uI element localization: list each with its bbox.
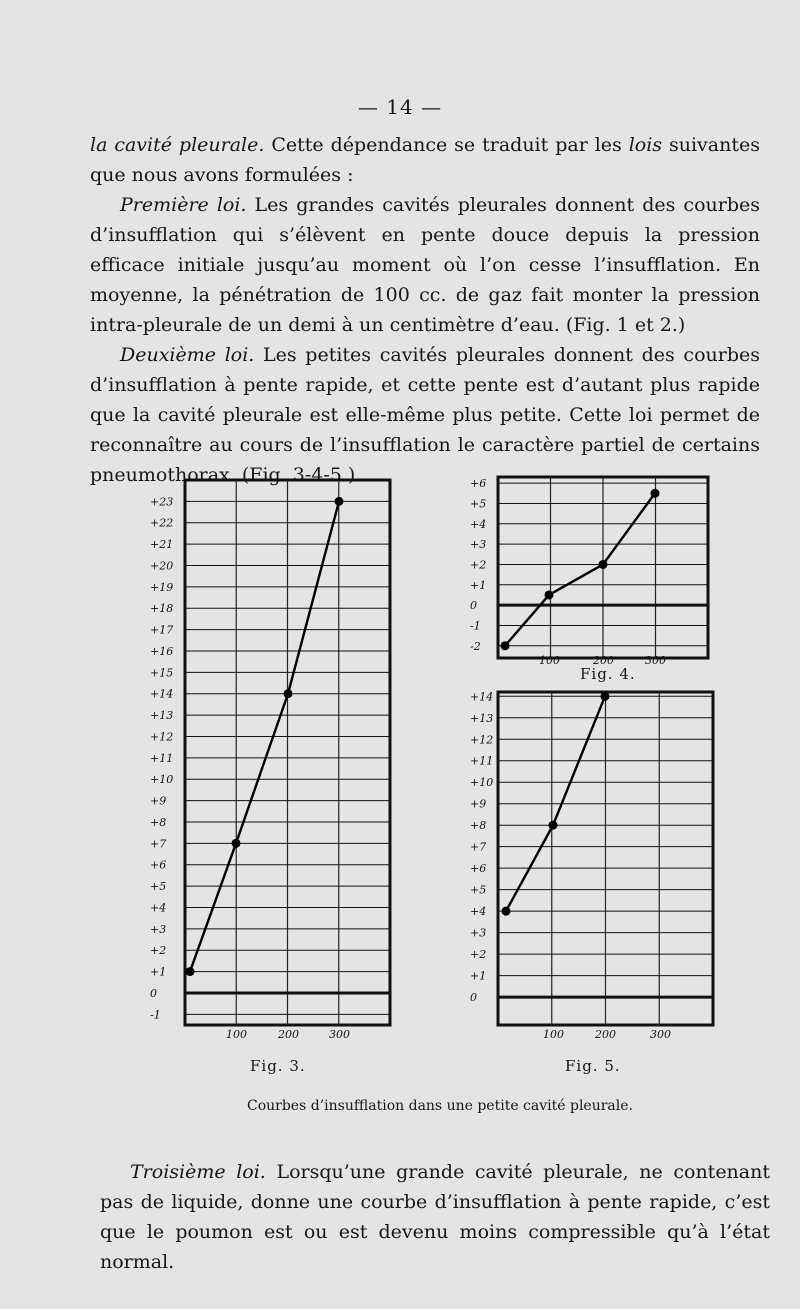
chart3-x-tick: 200 [278, 1028, 299, 1041]
chart5-y-tick: +10 [470, 776, 494, 790]
chart3-y-tick: +14 [150, 687, 174, 701]
paragraph-text: Cette dépendance se traduit par les [264, 134, 629, 156]
chart3-data-point [284, 689, 293, 698]
chart5-y-tick: +2 [470, 948, 487, 962]
chart3-y-tick: +19 [150, 580, 174, 594]
chart3-y-tick: +10 [150, 773, 174, 787]
page-number: — 14 — [357, 95, 443, 119]
chart4-data-point [651, 489, 660, 498]
chart3-y-tick: +5 [150, 880, 167, 894]
chart3-y-tick: +11 [150, 751, 174, 765]
chart4-series-line [505, 493, 655, 646]
chart5-x-tick: 200 [595, 1028, 616, 1041]
chart5-data-point [502, 907, 511, 916]
chart5-y-tick: +13 [470, 711, 494, 725]
chart4-y-tick: +2 [470, 558, 487, 572]
chart4-data-point [599, 560, 608, 569]
chart3-data-point [335, 497, 344, 506]
chart5-y-tick: 0 [470, 991, 477, 1005]
chart4-y-tick: +3 [470, 538, 487, 552]
paragraph-text: Lorsqu’une grande cavité pleurale, ne contenant pas de liquide, donne une courbe d’insufflation à pente rapide, c’est que le poumon est ou est devenu moins compressible qu’à l’état normal. [100, 1161, 770, 1273]
chart3-x-tick: 300 [329, 1028, 350, 1041]
chart3-y-tick: +20 [150, 559, 174, 573]
italic-lead: la cavité pleurale. [90, 134, 265, 156]
paragraph-text: Les petites cavités pleurales donnent des courbes d’insufflation à pente rapide, et cette pente est d’autant plus rapide que la cavité pleurale est elle-même plus petite. Cette loi permet de reconnaître au cours de l’insufflation le caractère partiel de certains pneumothorax. (Fig. 3-4-5.) [90, 344, 760, 486]
chart5-y-tick: +9 [470, 797, 487, 811]
fig4-label: Fig. 4. [580, 665, 636, 683]
chart4-data-point [501, 641, 510, 650]
chart3-y-tick: +12 [150, 730, 174, 744]
italic-lead: Première loi. [120, 194, 247, 216]
paragraph-text: Les grandes cavités pleurales donnent des courbes d’insufflation qui s’élèvent en pente douce depuis la pression efficace initiale jusqu’au moment où l’on cesse l’insufflation. En moyenne, la pénétration de 100 cc. de gaz fait monter la pression intra-pleurale de un demi à un centimètre d’eau. (Fig. 1 et 2.) [90, 194, 760, 336]
chart4-y-tick: +5 [470, 497, 487, 511]
chart3-y-tick: +3 [150, 922, 167, 936]
fig3-label: Fig. 3. [250, 1057, 306, 1075]
chart3-y-tick: +4 [150, 901, 167, 915]
chart3-y-tick: +7 [150, 837, 167, 851]
chart4-x-tick: 100 [539, 654, 560, 667]
chart3-data-point [186, 967, 195, 976]
chart3-y-tick: +1 [150, 965, 167, 979]
paragraph-law3 [100, 1157, 770, 1277]
chart4-y-tick: +6 [470, 477, 487, 491]
paragraph-text-end: suivantes que nous avons formulées : [90, 134, 760, 186]
chart3-y-tick: +6 [150, 858, 167, 872]
italic-lead: Deuxième loi. [120, 344, 255, 366]
chart3-y-tick: +23 [150, 495, 174, 509]
chart5-y-tick: +14 [470, 690, 494, 704]
chart3-y-tick: +18 [150, 602, 174, 616]
chart3-y-tick: -1 [150, 1008, 161, 1022]
chart5-data-point [601, 692, 610, 701]
chart5-y-tick: +8 [470, 819, 487, 833]
chart3-y-tick: +21 [150, 538, 174, 552]
chart5-data-point [549, 821, 558, 830]
text-block-bottom [100, 1157, 770, 1277]
figure-caption: Courbes d’insufflation dans une petite cavité pleurale. [247, 1098, 633, 1114]
chart5-y-tick: +12 [470, 733, 494, 747]
chart5-x-tick: 300 [650, 1028, 671, 1041]
chart5-y-tick: +3 [470, 926, 487, 940]
chart4-y-tick: 0 [470, 599, 477, 613]
chart3-data-point [232, 839, 241, 848]
chart5-y-tick: +6 [470, 862, 487, 876]
chart4-data-point [545, 590, 554, 599]
chart3-y-tick: +16 [150, 644, 174, 658]
chart3-y-tick: +13 [150, 709, 174, 723]
chart3-y-tick: +8 [150, 815, 167, 829]
italic-lead: Troisième loi. [130, 1161, 266, 1183]
chart3-y-tick: +22 [150, 516, 174, 530]
chart4-x-tick: 200 [593, 654, 614, 667]
italic-mid: lois [628, 134, 663, 156]
chart3-x-tick: 100 [226, 1028, 247, 1041]
chart4-y-tick: -2 [470, 639, 481, 653]
chart5-x-tick: 100 [543, 1028, 564, 1041]
chart4-y-tick: +4 [470, 517, 487, 531]
chart5-y-tick: +7 [470, 840, 487, 854]
chart3-y-tick: 0 [150, 986, 157, 1000]
chart4-y-tick: -1 [470, 619, 481, 633]
fig5-label: Fig. 5. [565, 1057, 621, 1075]
chart3-y-tick: +17 [150, 623, 174, 637]
chart3-y-tick: +9 [150, 794, 167, 808]
chart4-x-tick: 300 [645, 654, 666, 667]
chart4-y-tick: +1 [470, 578, 487, 592]
chart5-y-tick: +4 [470, 905, 487, 919]
chart3-y-tick: +15 [150, 666, 174, 680]
chart5-y-tick: +1 [470, 969, 487, 983]
chart5-y-tick: +5 [470, 883, 487, 897]
chart5-y-tick: +11 [470, 754, 494, 768]
chart3-y-tick: +2 [150, 944, 167, 958]
